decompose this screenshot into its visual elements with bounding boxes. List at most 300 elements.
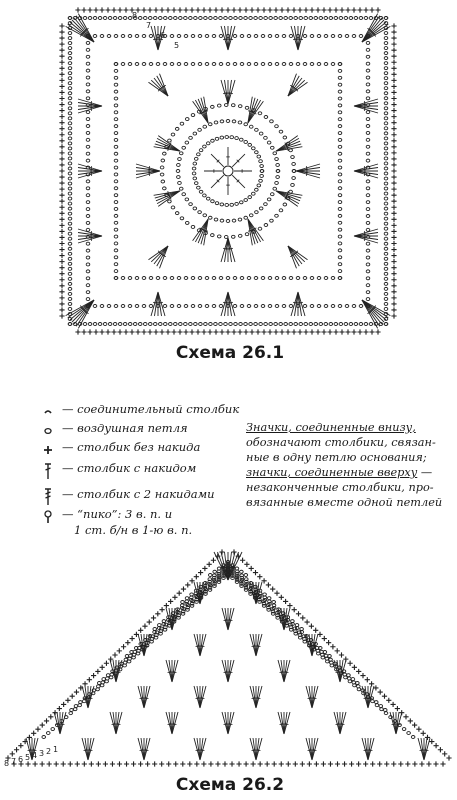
chain-stitch [161,180,165,183]
double-crochet [288,246,299,266]
chain-stitch [384,17,388,20]
chain-stitch [160,166,164,169]
chain-stitch [294,323,298,326]
chain-stitch [185,198,189,201]
single-crochet [253,570,258,575]
chain-stitch [264,323,268,326]
chain-stitch [204,17,208,20]
chain-stitch [384,107,388,110]
chain-stitch [108,323,112,326]
chain-stitch [338,118,342,121]
chain-stitch [68,172,72,175]
single-crochet [75,761,80,766]
chain-stitch [304,17,308,20]
single-crochet [391,29,396,34]
single-crochet [303,329,308,334]
single-crochet [426,761,431,766]
chain-stitch [338,221,342,224]
chain-stitch [349,323,353,326]
chain-stitch [149,277,153,280]
single-crochet [59,180,64,185]
single-crochet [237,7,242,12]
chain-stitch [255,188,259,191]
chain-stitch [292,162,296,165]
single-crochet [59,132,64,137]
chain-stitch [182,193,186,196]
single-crochet [219,549,224,554]
single-crochet [391,295,396,300]
single-crochet [419,761,424,766]
single-crochet [59,235,64,240]
chain-stitch [338,207,342,210]
single-crochet [208,761,213,766]
chain-stitch [68,132,72,135]
chain-stitch [369,17,373,20]
chain-stitch [213,584,217,587]
chain-stitch [68,52,72,55]
chain-stitch [153,323,157,326]
chain-stitch [384,87,388,90]
chain-stitch [128,35,132,38]
chain-stitch [193,162,197,165]
chain-stitch [93,35,97,38]
chain-stitch [260,174,264,177]
chain-stitch [189,17,193,20]
single-crochet [59,223,64,228]
chain-stitch [279,130,283,133]
single-crochet [357,7,362,12]
double-crochet [157,246,168,266]
chain-stitch [254,63,258,66]
single-crochet [249,329,254,334]
single-crochet [391,23,396,28]
chain-stitch [86,284,90,287]
chain-stitch [283,203,287,206]
chain-stitch [68,212,72,215]
chain-stitch [298,636,302,639]
single-crochet [59,253,64,258]
single-crochet [194,574,199,579]
chain-stitch [338,187,342,190]
chain-stitch [113,323,117,326]
chain-stitch [384,57,388,60]
chain-stitch [270,219,274,222]
single-crochet [391,253,396,258]
single-crochet [391,289,396,294]
double-crochet [298,26,305,50]
chain-stitch [100,35,104,38]
single-crochet [201,7,206,12]
chain-stitch [244,123,248,126]
chain-stitch [254,17,258,20]
chain-stitch [384,212,388,215]
chain-stitch [194,157,198,160]
chain-stitch [100,305,104,308]
chain-stitch [86,159,90,162]
chain-stitch [384,323,388,326]
chain-stitch [244,574,248,577]
chain-stitch [384,162,388,165]
single-crochet [442,751,447,756]
single-crochet [171,329,176,334]
chain-stitch [384,297,388,300]
single-crochet [207,329,212,334]
chain-stitch [366,111,370,114]
single-crochet [25,761,30,766]
chain-stitch [86,97,90,100]
chain-stitch [184,305,188,308]
chain-stitch [366,194,370,197]
chain-stitch [114,242,118,245]
double-crochet [155,26,159,50]
chain-stitch [366,69,370,72]
chain-stitch [93,323,97,326]
chain-stitch [289,17,293,20]
single-crochet [159,7,164,12]
chain-stitch [68,187,72,190]
chain-stitch [366,201,370,204]
chain-stitch [366,291,370,294]
single-crochet [391,313,396,318]
chain-stitch [338,35,342,38]
legend-label: — столбик без накида [62,440,201,454]
chain-stitch [133,323,137,326]
double-crochet [151,246,168,262]
chain-stitch [68,112,72,115]
chain-stitch [338,228,342,231]
chain-stitch [211,200,215,203]
chain-stitch [366,263,370,266]
chain-stitch [68,107,72,110]
single-crochet [270,586,275,591]
chain-stitch [68,157,72,160]
single-crochet [74,689,79,694]
chain-stitch [268,35,272,38]
chain-stitch [103,17,107,20]
chain-stitch [366,41,370,44]
chain-stitch [338,242,342,245]
single-crochet [142,624,147,629]
single-crochet [352,665,357,670]
chain-stitch [181,601,185,604]
single-crochet [59,35,64,40]
chain-stitch [283,136,287,139]
chain-stitch [268,305,272,308]
chain-stitch [244,216,248,219]
double-crochet [136,168,160,172]
chain-stitch [255,211,259,214]
chain-stitch [121,35,125,38]
single-crochet [391,277,396,282]
chain-stitch [275,35,279,38]
chain-stitch [114,221,118,224]
single-crochet [261,7,266,12]
chain-stitch [275,214,279,217]
chain-stitch [239,323,243,326]
single-crochet [391,126,396,131]
chain-stitch [292,170,296,173]
chain-stitch [79,701,83,704]
single-crochet [249,566,254,571]
chain-stitch [310,63,314,66]
chain-stitch [338,256,342,259]
single-crochet [391,84,396,89]
chain-stitch [339,323,343,326]
double-crochet [136,164,160,171]
chain-stitch [239,201,243,204]
chain-stitch [199,323,203,326]
chain-stitch [93,17,97,20]
chain-stitch [68,297,72,300]
single-crochet [47,761,52,766]
single-crochet [321,329,326,334]
chain-stitch [114,235,118,238]
chain-stitch [168,200,172,203]
chain-stitch [324,323,328,326]
single-crochet [363,761,368,766]
row-marker: 1 [53,745,59,754]
double-crochet [288,78,302,96]
chain-stitch [211,234,215,237]
chain-stitch [384,217,388,220]
chain-stitch [68,292,72,295]
chain-stitch [86,62,90,65]
chain-stitch [292,177,296,180]
chain-stitch [300,628,304,631]
single-crochet [412,722,417,727]
single-crochet [61,702,66,707]
chain-stitch [109,676,113,679]
single-crochet [171,7,176,12]
single-crochet [391,42,396,47]
single-crochet [59,241,64,246]
single-crochet [213,7,218,12]
chain-stitch [384,712,388,715]
single-crochet [357,329,362,334]
chain-stitch [163,63,167,66]
chain-stitch [384,267,388,270]
single-crochet [258,761,263,766]
single-crochet [391,78,396,83]
single-crochet [243,329,248,334]
note-lead: Значки, соединенные внизу, [246,421,416,434]
chain-stitch [384,282,388,285]
chain-stitch [260,170,264,173]
chain-stitch [205,277,209,280]
picot-icon [42,508,54,526]
chain-stitch [180,122,184,125]
single-crochet [93,7,98,12]
single-crochet [363,7,368,12]
single-crochet [273,329,278,334]
chain-stitch [299,323,303,326]
single-crochet [391,120,396,125]
double-crochet [354,106,378,110]
chain-stitch [68,147,72,150]
chain-stitch [185,597,189,600]
chain-stitch [366,215,370,218]
single-crochet [395,706,400,711]
chain-stitch [366,138,370,141]
chain-stitch [220,219,224,222]
chain-stitch [176,170,180,173]
single-crochet [201,329,206,334]
chain-stitch [384,132,388,135]
chain-stitch [258,112,262,115]
single-crochet [274,591,279,596]
single-crochet [369,7,374,12]
chain-stitch [284,17,288,20]
single-crochet [266,582,271,587]
chain-stitch [171,206,175,209]
single-crochet [155,611,160,616]
chain-stitch [68,232,72,235]
chain-stitch [197,186,201,189]
chain-stitch [254,35,258,38]
chain-stitch [366,277,370,280]
single-crochet [300,761,305,766]
chain-stitch [384,172,388,175]
single-crochet [207,7,212,12]
single-crochet [391,180,396,185]
single-crochet [141,7,146,12]
chain-stitch [68,87,72,90]
single-crochet [164,603,169,608]
chain-stitch [384,117,388,120]
chain-stitch [107,35,111,38]
row-marker: 5 [174,41,180,50]
chain-stitch [384,232,388,235]
chain-stitch [86,111,90,114]
chain-stitch [359,323,363,326]
chain-stitch [68,302,72,305]
single-crochet [141,329,146,334]
double-crochet [158,292,165,316]
chain-stitch [114,35,118,38]
single-crochet [59,126,64,131]
single-crochet [59,138,64,143]
chain-stitch [238,218,242,221]
double-crochet [228,238,232,262]
single-crochet [249,7,254,12]
chain-stitch [149,63,153,66]
single-crochet [65,698,70,703]
chain-stitch [68,272,72,275]
chain-stitch [68,62,72,65]
chain-stitch [338,201,342,204]
chain-stitch [192,167,196,170]
single-crochet [261,329,266,334]
chain-stitch [232,120,236,123]
chain-stitch [282,63,286,66]
chain-stitch [193,132,197,135]
single-crochet [286,761,291,766]
legend-label: — “пико”: 3 в. п. и [62,507,173,521]
single-crochet [180,761,185,766]
double-crochet [298,26,302,50]
chain-stitch [269,323,273,326]
center-ring [223,166,233,176]
chain-stitch [199,17,203,20]
single-crochet [117,7,122,12]
single-crochet [391,187,396,192]
chain-stitch [248,196,252,199]
chain-stitch [68,177,72,180]
chain-stitch [142,305,146,308]
chain-stitch [384,257,388,260]
chain-stitch [222,576,226,579]
chain-stitch [240,305,244,308]
double-crochet [288,246,302,264]
single-crochet [236,761,241,766]
chain-stitch [384,302,388,305]
chain-stitch [178,158,182,161]
chain-stitch [114,180,118,183]
double-crochet [232,175,245,188]
chain-stitch [191,35,195,38]
chain-stitch [135,277,139,280]
chain-stitch [235,580,239,583]
chain-stitch [46,732,50,735]
chain-stitch [156,63,160,66]
chain-stitch [338,63,342,66]
chain-stitch [375,704,379,707]
single-crochet [54,761,59,766]
single-crochet [313,628,318,633]
single-crochet [121,644,126,649]
single-crochet [315,329,320,334]
single-crochet [123,329,128,334]
chain-stitch [213,570,217,573]
chain-stitch [88,17,92,20]
legend-row-picot [42,506,252,540]
chain-stitch [374,701,378,704]
chain-stitch [338,263,342,266]
chain-stitch [121,63,125,66]
chain-stitch [384,227,388,230]
chain-stitch [235,137,239,140]
chain-stitch [179,323,183,326]
legend-row-treble-crochet [42,486,252,508]
single-crochet [386,698,391,703]
chain-stitch [384,72,388,75]
chain-stitch [114,138,118,141]
chain-stitch [123,17,127,20]
chain-stitch [224,17,228,20]
single-crochet [391,90,396,95]
chain-stitch [86,221,90,224]
single-crochet [391,761,396,766]
single-crochet [59,301,64,306]
single-crochet [89,761,94,766]
chain-stitch [86,277,90,280]
single-crochet [285,329,290,334]
chain-stitch [177,163,181,166]
chain-stitch [384,82,388,85]
chain-stitch [294,17,298,20]
double-crochet [136,171,160,178]
chain-stitch [230,203,234,206]
double-crochet [288,80,305,96]
chain-stitch [348,680,352,683]
chain-stitch [384,142,388,145]
chain-stitch [317,63,321,66]
chain-stitch [334,323,338,326]
chain-stitch [217,580,221,583]
single-crochet [59,259,64,264]
chain-stitch [296,277,300,280]
chain-stitch [204,323,208,326]
